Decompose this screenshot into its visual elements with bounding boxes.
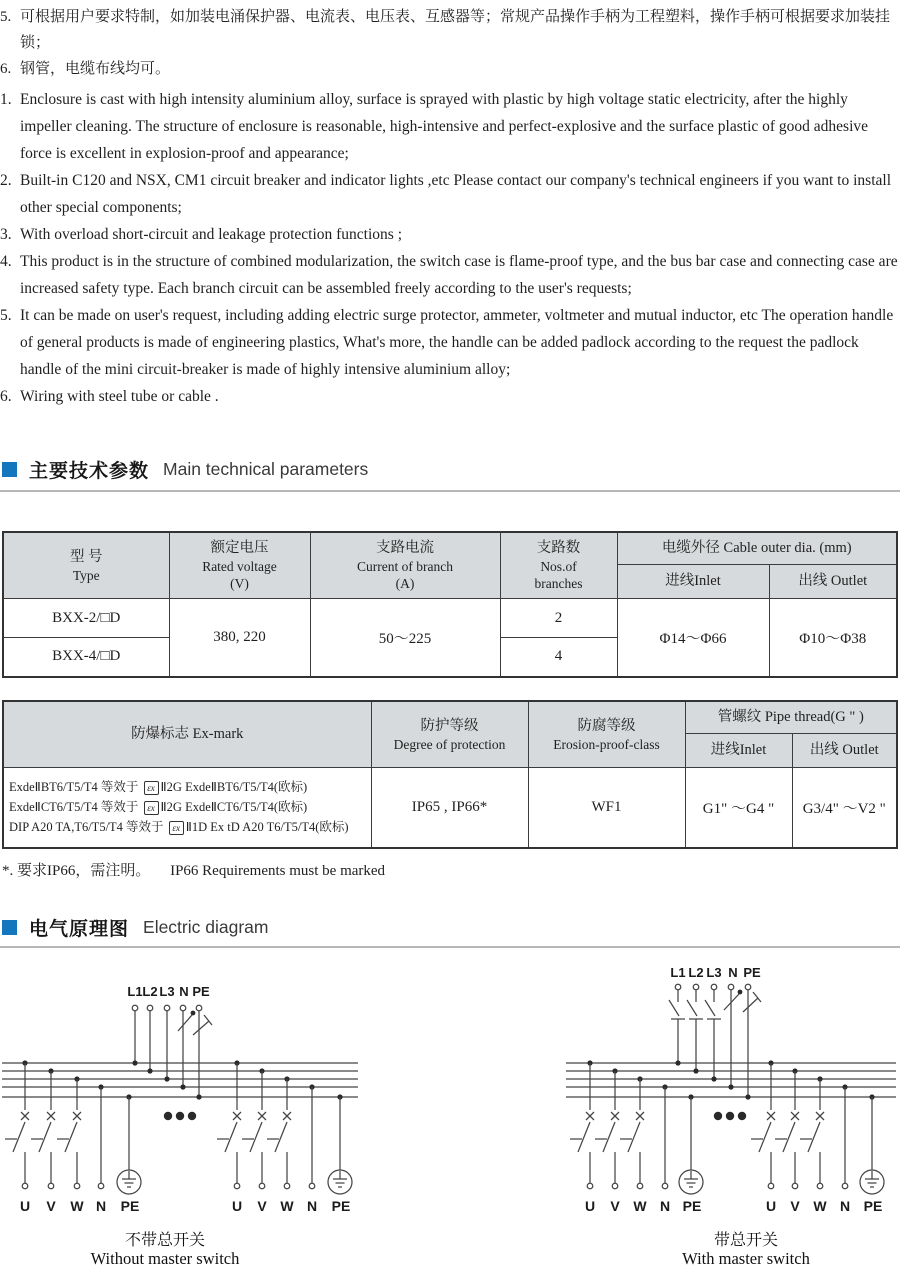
th-type: 型 号 Type [3, 532, 169, 599]
section-title-cn: 电气原理图 [29, 919, 130, 940]
pe-label: PE [192, 984, 210, 999]
list-number: 6. [0, 388, 12, 405]
phase-label: L1 [670, 965, 686, 980]
phase-label: L2 [688, 965, 704, 980]
th-cable-outer-dia: 电缆外径 Cable outer dia. (mm) [617, 532, 897, 565]
list-number: 2. [0, 172, 12, 189]
pe-label: PE [743, 965, 761, 980]
atex-ex-icon: εx [144, 781, 159, 795]
terminal-label: W [633, 1198, 647, 1214]
neutral-label: N [728, 965, 738, 980]
branch-group-2 [217, 1060, 352, 1214]
cell-branches: 4 [500, 638, 617, 677]
caption-right [621, 1231, 871, 1268]
terminal-label: PE [120, 1198, 140, 1214]
th-ex-mark: 防爆标志 Ex-mark [3, 701, 371, 768]
phase-label: L3 [706, 965, 722, 980]
terminal-label: W [70, 1198, 84, 1214]
section-header-diagram [2, 914, 268, 941]
ellipsis-dots [714, 1112, 746, 1120]
th-rated-voltage: 额定电压 Rated voltage (V) [169, 532, 310, 599]
feature-item [0, 383, 900, 410]
list-number: 5. [0, 307, 12, 324]
branch-group-1 [570, 1060, 703, 1214]
feature-item [0, 248, 900, 302]
cn-notes [0, 4, 898, 82]
feature-text: Wiring with steel tube or cable . [20, 388, 219, 405]
terminal-label: U [231, 1198, 243, 1214]
terminal-label: N [306, 1198, 318, 1214]
section-header-tech [2, 456, 368, 483]
cn-note-text: 可根据用户要求特制，如加装电涌保护器、电流表、电压表、互感器等；常规产品操作手柄为工程塑料，操作手柄可根据要求加装挂锁； [20, 9, 891, 51]
terminal-label: U [584, 1198, 596, 1214]
th-branch-count: 支路数 Nos.of branches [500, 532, 617, 599]
terminal-label: U [765, 1198, 777, 1214]
terminal-label: PE [682, 1198, 702, 1214]
th-inlet: 进线Inlet [617, 565, 769, 599]
list-number: 5. [0, 9, 12, 25]
terminal-label: W [813, 1198, 827, 1214]
cell-inlet: G1" ～G4 " [685, 768, 792, 848]
en-feature-list [0, 86, 900, 410]
th-degree-of-protection: 防护等级 Degree of protection [371, 701, 528, 768]
section-rule [0, 946, 900, 948]
branch-group-2 [751, 1060, 884, 1214]
cell-outlet: Φ10～Φ38 [769, 599, 897, 677]
terminal-label: V [610, 1198, 620, 1214]
feature-item [0, 86, 900, 167]
ex-mark-line: ExdeⅡBT6/T5/T4 等效于 εx Ⅱ2G ExdeⅡBT6/T5/T4(欧标) [9, 780, 308, 795]
caption-left [40, 1231, 290, 1268]
section-rule [0, 490, 900, 492]
atex-ex-icon: εx [144, 801, 159, 815]
section-title-en: Electric diagram [143, 917, 269, 937]
ellipsis-dots [164, 1112, 196, 1120]
caption-en: With master switch [682, 1249, 810, 1268]
feature-text: With overload short-circuit and leakage protection functions ; [20, 226, 403, 243]
caption-en: Without master switch [90, 1249, 240, 1268]
feature-text: Built-in C120 and NSX, CM1 circuit breaker and indicator lights ,etc Please contact our company's technical engineers if you want to install other special components; [20, 172, 892, 216]
feature-item [0, 221, 900, 248]
th-inlet: 进线Inlet [685, 734, 792, 768]
cell-current: 50～225 [310, 599, 500, 677]
terminal-label: V [257, 1198, 267, 1214]
list-number: 6. [0, 61, 12, 77]
feature-text: This product is in the structure of combined modularization, the switch case is flame-proof type, and the bus bar case and connecting case are increased safety type. Each branch circuit can be assembled freely according to the user's requests; [20, 253, 898, 297]
feature-text: Enclosure is cast with high intensity aluminium alloy, surface is sprayed with plastic by high voltage static electricity, after the highly impeller cleaning. The structure of enclosure is reasonable, high-intensive and perfect-explosive and the surface plastic of good adhesive force is excellent in explosion-proof and appearance; [20, 91, 869, 162]
cell-voltage: 380, 220 [169, 599, 310, 677]
blue-square-icon [2, 920, 17, 935]
ip66-footnote: *. 要求IP66，需注明。 IP66 Requirements must be marked [2, 863, 386, 879]
cell-protection: IP65 , IP66* [371, 768, 528, 848]
blue-square-icon [2, 462, 17, 477]
cell-inlet: Φ14～Φ66 [617, 599, 769, 677]
ex-mark-line: DIP A20 TA,T6/T5/T4 等效于 εx Ⅱ1D Ex tD A20 T6/T5/T4(欧标) [9, 820, 349, 835]
th-pipe-thread: 管螺纹 Pipe thread(G " ) [685, 701, 897, 734]
th-outlet: 出线 Outlet [792, 734, 897, 768]
interlock-switch-marks [724, 990, 761, 1012]
phase-label: L1 [127, 984, 143, 999]
circuit-diagram-with-master-switch [450, 958, 900, 1268]
terminal-label: W [280, 1198, 294, 1214]
incoming-feeders [127, 984, 212, 1100]
table-row [3, 599, 897, 638]
cell-ex-mark [3, 768, 371, 848]
caption-cn: 不带总开关 [124, 1232, 205, 1249]
cell-branches: 2 [500, 599, 617, 638]
section-title-cn: 主要技术参数 [29, 461, 150, 482]
cell-erosion: WF1 [528, 768, 685, 848]
cn-note-text: 钢管，电缆布线均可。 [20, 61, 171, 77]
technical-parameters-table [2, 531, 898, 678]
feature-item [0, 302, 900, 383]
cell-type: BXX-2/□D [3, 599, 169, 638]
terminal-label: N [839, 1198, 851, 1214]
cn-note-item [0, 4, 898, 56]
terminal-label: U [19, 1198, 31, 1214]
section-title-en: Main technical parameters [163, 459, 369, 479]
terminal-label: PE [331, 1198, 351, 1214]
table-row [3, 768, 897, 848]
terminal-label: N [95, 1198, 107, 1214]
branch-group-1 [5, 1060, 141, 1214]
neutral-label: N [179, 984, 189, 999]
circuit-diagram-without-master-switch [0, 958, 450, 1268]
feature-text: It can be made on user's request, including adding electric surge protector, ammeter, voltmeter and mutual inductor, etc The operation handle of general products is made of engineering plastics, What's more, the handle can be added padlock according to the request the padlock handle of the mini circuit-breaker is made of highly intensive aluminium alloy; [20, 307, 894, 378]
list-number: 1. [0, 91, 12, 108]
terminal-label: N [659, 1198, 671, 1214]
atex-ex-icon: εx [169, 821, 184, 835]
terminal-label: V [46, 1198, 56, 1214]
list-number: 4. [0, 253, 12, 270]
cell-type: BXX-4/□D [3, 638, 169, 677]
ex-mark-line: ExdeⅡCT6/T5/T4 等效于 εx Ⅱ2G ExdeⅡCT6/T5/T4(欧标) [9, 800, 308, 815]
phase-label: L3 [159, 984, 175, 999]
th-branch-current: 支路电流 Current of branch (A) [310, 532, 500, 599]
cn-note-item [0, 56, 898, 82]
bus-bars [2, 1063, 358, 1097]
terminal-label: V [790, 1198, 800, 1214]
terminal-label: PE [863, 1198, 883, 1214]
th-erosion-proof-class: 防腐等级 Erosion-proof-class [528, 701, 685, 768]
phase-label: L2 [142, 984, 158, 999]
ex-mark-table [2, 700, 898, 849]
th-outlet: 出线 Outlet [769, 565, 897, 599]
cell-outlet: G3/4" ～V2 " [792, 768, 897, 848]
feature-item [0, 167, 900, 221]
list-number: 3. [0, 226, 12, 243]
caption-cn: 带总开关 [713, 1232, 778, 1249]
